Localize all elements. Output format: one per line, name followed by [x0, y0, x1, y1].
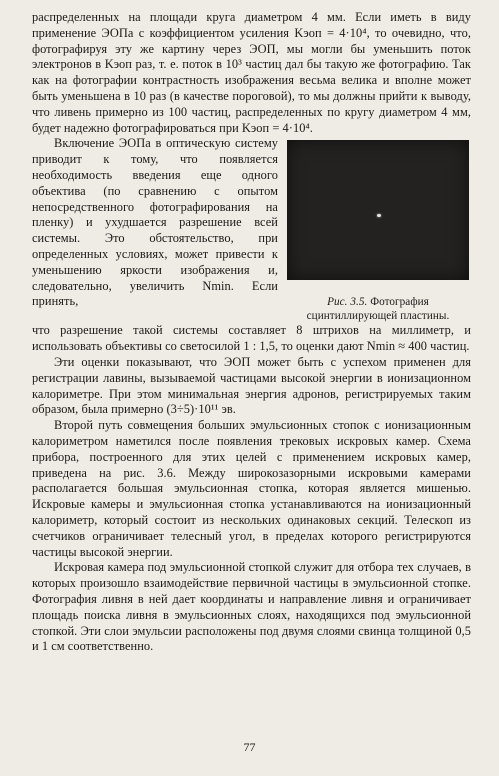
body-text	[32, 10, 471, 655]
wrapped-column	[32, 136, 278, 310]
scintillator-photo	[287, 140, 469, 280]
text-with-figure	[32, 136, 471, 323]
figure-label: Рис. 3.5.	[327, 296, 368, 309]
figure-caption-text: Фотография сцинтиллирующей пластины.	[306, 296, 450, 322]
paragraph-4: Второй путь совмещения больших эмульсионных стопок с ионизационным калориметром наметился после появления трековых искровых камер. Схема прибора, построенного для этих целей с применением искровых камер, приведена на рис. 3.6. Между широкозазорными искровыми камерами располагается большая эмульсионная стопка, которая является мишенью. Искровые камеры и эмульсионная стопка устанавливаются на ионизационный калориметр, который состоит из нескольких одинаковых секций. Телескоп из счетчиков ограничивает телесный угол, в пределах которого регистрируются частицы высокой энергии.	[32, 418, 471, 559]
figure-3-5	[285, 140, 471, 323]
figure-caption	[290, 296, 466, 323]
paragraph-5: Искровая камера под эмульсионной стопкой служит для отбора тех случаев, в которых произошло взаимодействие первичной частицы в эмульсионной стопке. Фотография ливня в ней дает координаты и направление ливня и ограничивает площадь поиска ливня в эмульсионных слоях, находящихся под эмульсионной стопкой. Эти слои эмульсии расположены под двумя слоями свинца толщиной 0,5 и 1 см соответственно.	[32, 560, 471, 654]
scintillation-spot	[377, 214, 381, 217]
paragraph-2-rest: что разрешение такой системы составляет 8 штрихов на миллиметр, и использовать объективы со светосилой 1 : 1,5, то оценки дают Nmin ≈ 400 частиц.	[32, 323, 471, 354]
page-number: 77	[243, 740, 256, 754]
paragraph-1: распределенных на площади круга диаметром 4 мм. Если иметь в виду применение ЭОПа с коэффициентом усиления Kэоп = 4·10⁴, то очевидно, что, фотографируя эту же картину через ЭОП, мы могли бы уменьшить поток электронов в Kэоп раз, т. е. поток в 10³ частиц дал бы такую же фотографию. Так как на фотографии контрастность изображения весьма велика и вполне может быть уменьшена в 10 раз (в качестве пороговой), то мы должны прийти к выводу, что ливень примерно из 100 частиц, распределенных по кругу диаметром 4 мм, будет надежно фотографироваться при Kэоп = 4·10⁴.	[32, 10, 471, 135]
paragraph-3: Эти оценки показывают, что ЭОП может быть с успехом применен для регистрации лавины, вызываемой частицами высокой энергии в ионизационном калориметре. При этом минимальная энергия адронов, регистрируемых таким образом, была примерно (3÷5)·10¹¹ эв.	[32, 354, 471, 417]
paragraph-2-left: Включение ЭОПа в оптическую систему приводит к тому, что появляется необходимость введения еще одного объектива (по сравнению с опытом непосредственного фотографирования на пленку) и ухудшается разрешение всей системы. Это обстоятельство, при определенных условиях, может привести к уменьшению яркости изображения и, следовательно, увеличить Nmin. Если принять,	[32, 136, 278, 309]
